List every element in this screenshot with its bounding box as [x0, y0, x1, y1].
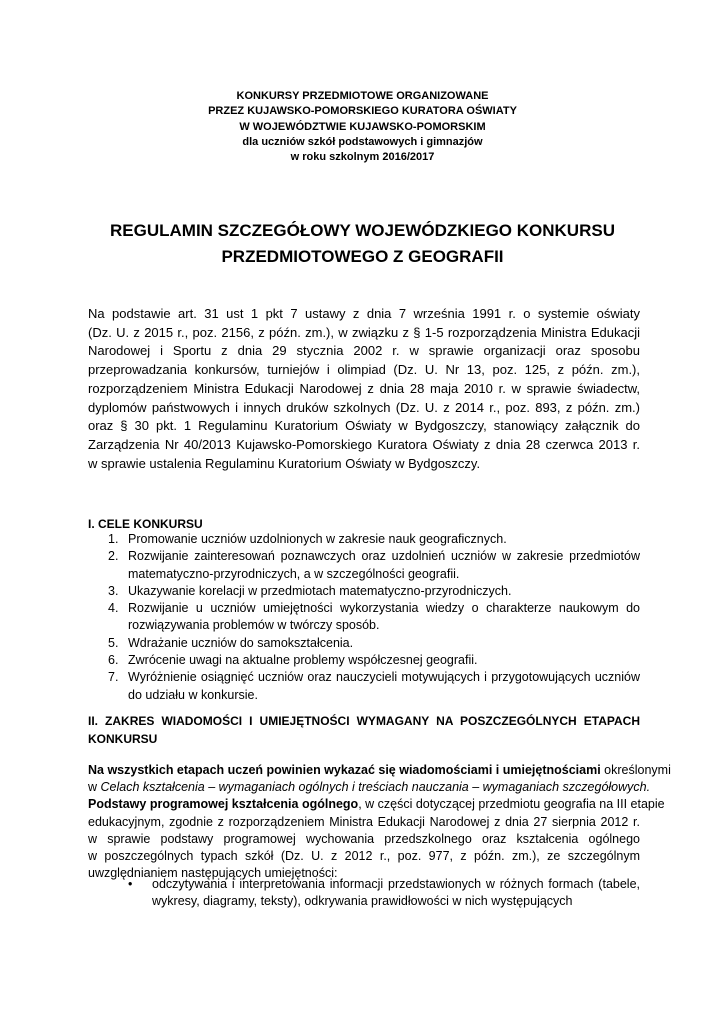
document-header: [0, 89, 725, 165]
intro-line: w sprawie ustalenia Regulaminu Kuratorium Oświaty w Bydgoszczy.: [88, 455, 481, 471]
paragraph-line: w sprawie podstawy programowej wychowania przedszkolnego oraz kształcenia ogólnego: [88, 831, 640, 846]
list-item: [88, 669, 640, 704]
section2-paragraph: [88, 762, 671, 882]
list-item: [88, 548, 640, 583]
item-number: 2.: [108, 549, 119, 564]
list-item: [88, 583, 640, 600]
paragraph-line: [88, 796, 665, 813]
intro-line: dyplomów państwowych i innych druków szkolnych (Dz. U. z 2014 r., poz. 893, z późn. zm.): [88, 399, 640, 415]
item-text: Rozwijanie zainteresowań poznawczych oraz uzdolnień uczniów w zakresie przedmiotów matematyczno-przyrodniczych, a w szczególności geografii.: [128, 549, 640, 581]
list-item: [88, 600, 640, 635]
italic-phrase: Celach kształcenia – wymaganiach ogólnych i treściach nauczania – wymaganiach szczegółowych.: [100, 780, 651, 795]
item-number: 5.: [108, 635, 119, 650]
list-item: [88, 652, 640, 669]
paragraph-line: w poszczególnych typach szkół (Dz. U. z 2012 r., poz. 977, z późn. zm.), ze szczególnym: [88, 849, 640, 864]
text-run: określonymi: [600, 763, 671, 777]
intro-line: Narodowej i Sportu z dnia 29 stycznia 2002 r. w sprawie organizacji oraz sposobu: [88, 343, 640, 359]
list-item: [88, 876, 640, 910]
list-item: [88, 531, 640, 548]
header-line: PRZEZ KUJAWSKO-POMORSKIEGO KURATORA OŚWIATY: [208, 105, 517, 118]
title-line: REGULAMIN SZCZEGÓŁOWY WOJEWÓDZKIEGO KONKURSU: [110, 221, 615, 240]
item-text: Promowanie uczniów uzdolnionych w zakresie nauk geograficznych.: [128, 532, 507, 546]
intro-line: przeprowadzania konkursów, turniejów i olimpiad (Dz. U. Nr 13, poz. 125, z późn. zm.),: [88, 362, 640, 378]
header-line: W WOJEWÓDZTWIE KUJAWSKO-POMORSKIM: [239, 120, 486, 133]
item-text: Wdrażanie uczniów do samokształcenia.: [128, 635, 354, 650]
goals-list: [88, 531, 640, 704]
paragraph-line: [88, 779, 651, 796]
document-title: [0, 218, 725, 270]
intro-line: (Dz. U. z 2015 r., poz. 2156, z późn. zm.), w związku z § 1-5 rozporządzenia Ministra Edukacji: [88, 324, 640, 340]
section2-heading-line: KONKURSU: [88, 732, 158, 746]
item-text: Rozwijanie u uczniów umiejętności wykorzystania wiedzy o charakterze naukowym do rozwiązywania problemów w twórczy sposób.: [128, 601, 640, 633]
bullet-icon: •: [128, 877, 133, 891]
item-number: 3.: [108, 583, 119, 598]
title-line: PRZEDMIOTOWEGO Z GEOGRAFII: [221, 247, 504, 266]
item-text: Ukazywanie korelacji w przedmiotach matematyczno-przyrodniczych.: [128, 583, 512, 598]
item-number: 6.: [108, 653, 119, 668]
list-item: [88, 635, 640, 652]
header-line: dla uczniów szkół podstawowych i gimnazjów: [242, 135, 483, 148]
skills-list: [88, 876, 640, 910]
bullet-line: odczytywania i interpretowania informacji przedstawionych w różnych formach (tabele,: [152, 877, 640, 891]
intro-line: Na podstawie art. 31 ust 1 pkt 7 ustawy z dnia 7 września 1991 r. o systemie oświaty: [88, 306, 640, 321]
intro-line: Zarządzenia Nr 40/2013 Kujawsko-Pomorskiego Kuratora Oświaty z dnia 28 czerwca 2013 r.: [88, 436, 640, 452]
header-line: KONKURSY PRZEDMIOTOWE ORGANIZOWANE: [236, 90, 489, 102]
intro-line: oraz § 30 pkt. 1 Regulaminu Kuratorium Oświaty w Bydgoszczy, stanowiący załącznik do: [88, 418, 640, 434]
text-run: , w części dotyczącej przedmiotu geografia na III etapie: [358, 797, 665, 812]
paragraph-line: uwzględnianiem następujących umiejętności:: [88, 866, 338, 881]
item-number: 7.: [108, 670, 119, 685]
section2-heading-line: II. ZAKRES WIADOMOŚCI I UMIEJĘTNOŚCI WYMAGANY NA POSZCZEGÓLNYCH ETAPACH: [88, 714, 640, 728]
header-line: w roku szkolnym 2016/2017: [290, 151, 435, 164]
bold-phrase: Podstawy programowej kształcenia ogólnego: [88, 797, 359, 812]
paragraph-line: [88, 762, 671, 779]
item-text: Wyróżnienie osiągnięć uczniów oraz nauczycieli motywujących i przygotowujących uczniów do udziału w konkursie.: [128, 670, 640, 702]
intro-paragraph: [88, 305, 640, 473]
section1-heading: I. CELE KONKURSU: [88, 517, 203, 531]
item-text: Zwrócenie uwagi na aktualne problemy współczesnej geografii.: [128, 653, 478, 668]
intro-line: rozporządzeniem Ministra Edukacji Narodowej z dnia 28 maja 2010 r. w sprawie świadectw,: [88, 380, 640, 396]
bold-phrase: Na wszystkich etapach uczeń powinien wykazać się wiadomościami i umiejętnościami: [88, 763, 601, 777]
text-run: w: [88, 780, 101, 795]
item-number: 1.: [108, 532, 119, 546]
paragraph-line: edukacyjnym, zgodnie z rozporządzeniem Ministra Edukacji Narodowej z dnia 27 sierpnia 2012 r.: [88, 814, 640, 829]
section2-heading: [88, 712, 640, 748]
item-number: 4.: [108, 601, 119, 616]
bullet-line: wykresy, diagramy, teksty), odkrywania prawidłowości w nich występujących: [152, 894, 573, 909]
